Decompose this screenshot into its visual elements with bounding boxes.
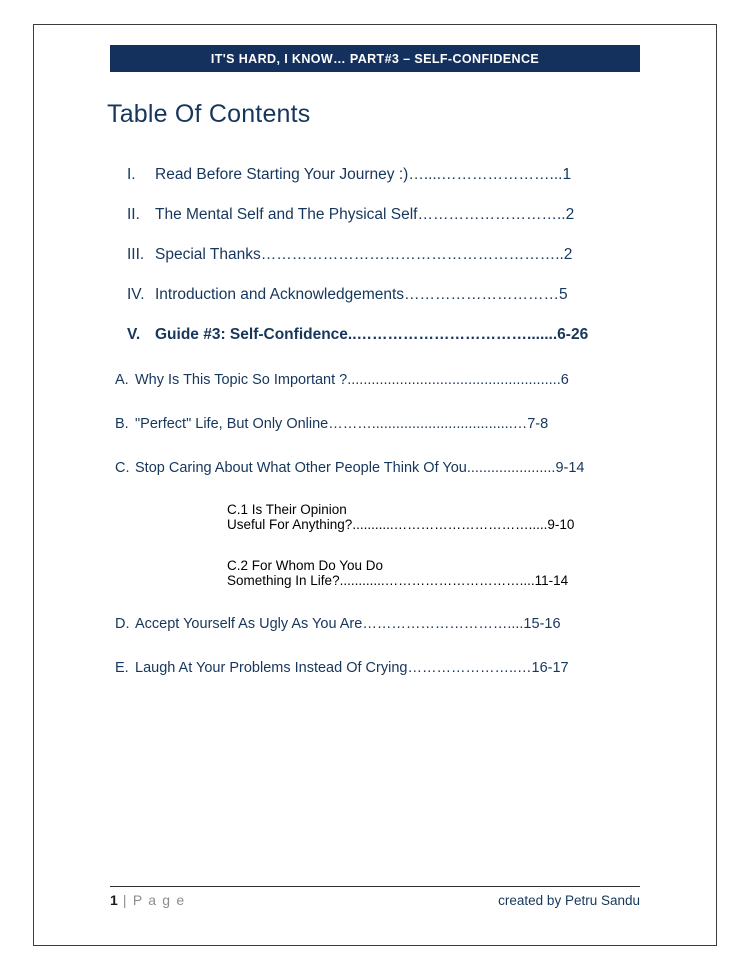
- toc-entry-label: Why Is This Topic So Important ?.....................................................6: [135, 372, 569, 388]
- toc-numeral: V.: [127, 326, 141, 343]
- footer-credit: created by Petru Sandu: [498, 893, 640, 908]
- toc-numeral: IV.: [127, 286, 145, 303]
- toc-entry-label: Read Before Starting Your Journey :)…....…………………...1: [155, 166, 572, 183]
- toc-entry-label: Accept Yourself As Ugly As You Are…………………………....15-16: [135, 616, 561, 632]
- page-number: 1: [110, 892, 118, 908]
- toc-entry-c1[interactable]: [107, 502, 647, 532]
- toc-entry-1[interactable]: [107, 166, 647, 184]
- toc-entry-2[interactable]: [107, 206, 647, 224]
- toc-entry-d[interactable]: [107, 616, 647, 632]
- toc-entry-b[interactable]: [107, 416, 647, 432]
- toc-entry-label: Guide #3: Self-Confidence..…………………………….......6-26: [155, 326, 589, 343]
- toc-numeral: B.: [115, 416, 129, 432]
- toc-numeral: C.: [115, 460, 130, 476]
- toc-numeral: D.: [115, 616, 130, 632]
- toc-entry-label: "Perfect" Life, But Only Online………...................................…7-8: [135, 416, 549, 432]
- toc-entry-label: Introduction and Acknowledgements…………………………5: [155, 286, 568, 303]
- toc-numeral: I.: [127, 166, 136, 183]
- page-number-block: [110, 892, 185, 908]
- footer-divider: [110, 886, 640, 887]
- toc-entry-label-line1: C.2 For Whom Do You Do: [227, 558, 384, 573]
- page-title: Table Of Contents: [107, 100, 311, 128]
- page-content: [33, 24, 717, 946]
- toc-entry-label: Stop Caring About What Other People Think Of You......................9-14: [135, 460, 585, 476]
- toc-entry-c[interactable]: [107, 460, 647, 476]
- header-banner-text: IT'S HARD, I KNOW… PART#3 – SELF-CONFIDENCE: [210, 51, 540, 66]
- toc-entry-label: The Mental Self and The Physical Self………………………..2: [155, 206, 575, 223]
- toc-entry-a[interactable]: [107, 372, 647, 388]
- toc-entry-label: Laugh At Your Problems Instead Of Crying…………………..…16-17: [135, 660, 569, 676]
- toc-entry-label: Special Thanks…………………………………………………..2: [155, 246, 573, 263]
- toc-entry-label-line2: Useful For Anything?...........………………………….....9-10: [227, 517, 575, 532]
- toc-entry-label-line2: Something In Life?............…………………………....11-14: [227, 573, 569, 588]
- toc-entry-label-line1: C.1 Is Their Opinion: [227, 502, 347, 517]
- toc-list: [107, 144, 647, 676]
- toc-numeral: A.: [115, 372, 129, 388]
- toc-entry-5[interactable]: [107, 326, 647, 344]
- toc-numeral: E.: [115, 660, 129, 676]
- toc-entry-c2[interactable]: [107, 558, 647, 588]
- toc-entry-4[interactable]: [107, 286, 647, 304]
- toc-entry-3[interactable]: [107, 246, 647, 264]
- page-footer: [110, 892, 640, 908]
- page-label: | P a g e: [122, 892, 186, 908]
- toc-numeral: II.: [127, 206, 140, 223]
- toc-numeral: III.: [127, 246, 145, 263]
- header-banner: [110, 45, 640, 72]
- toc-entry-e[interactable]: [107, 660, 647, 676]
